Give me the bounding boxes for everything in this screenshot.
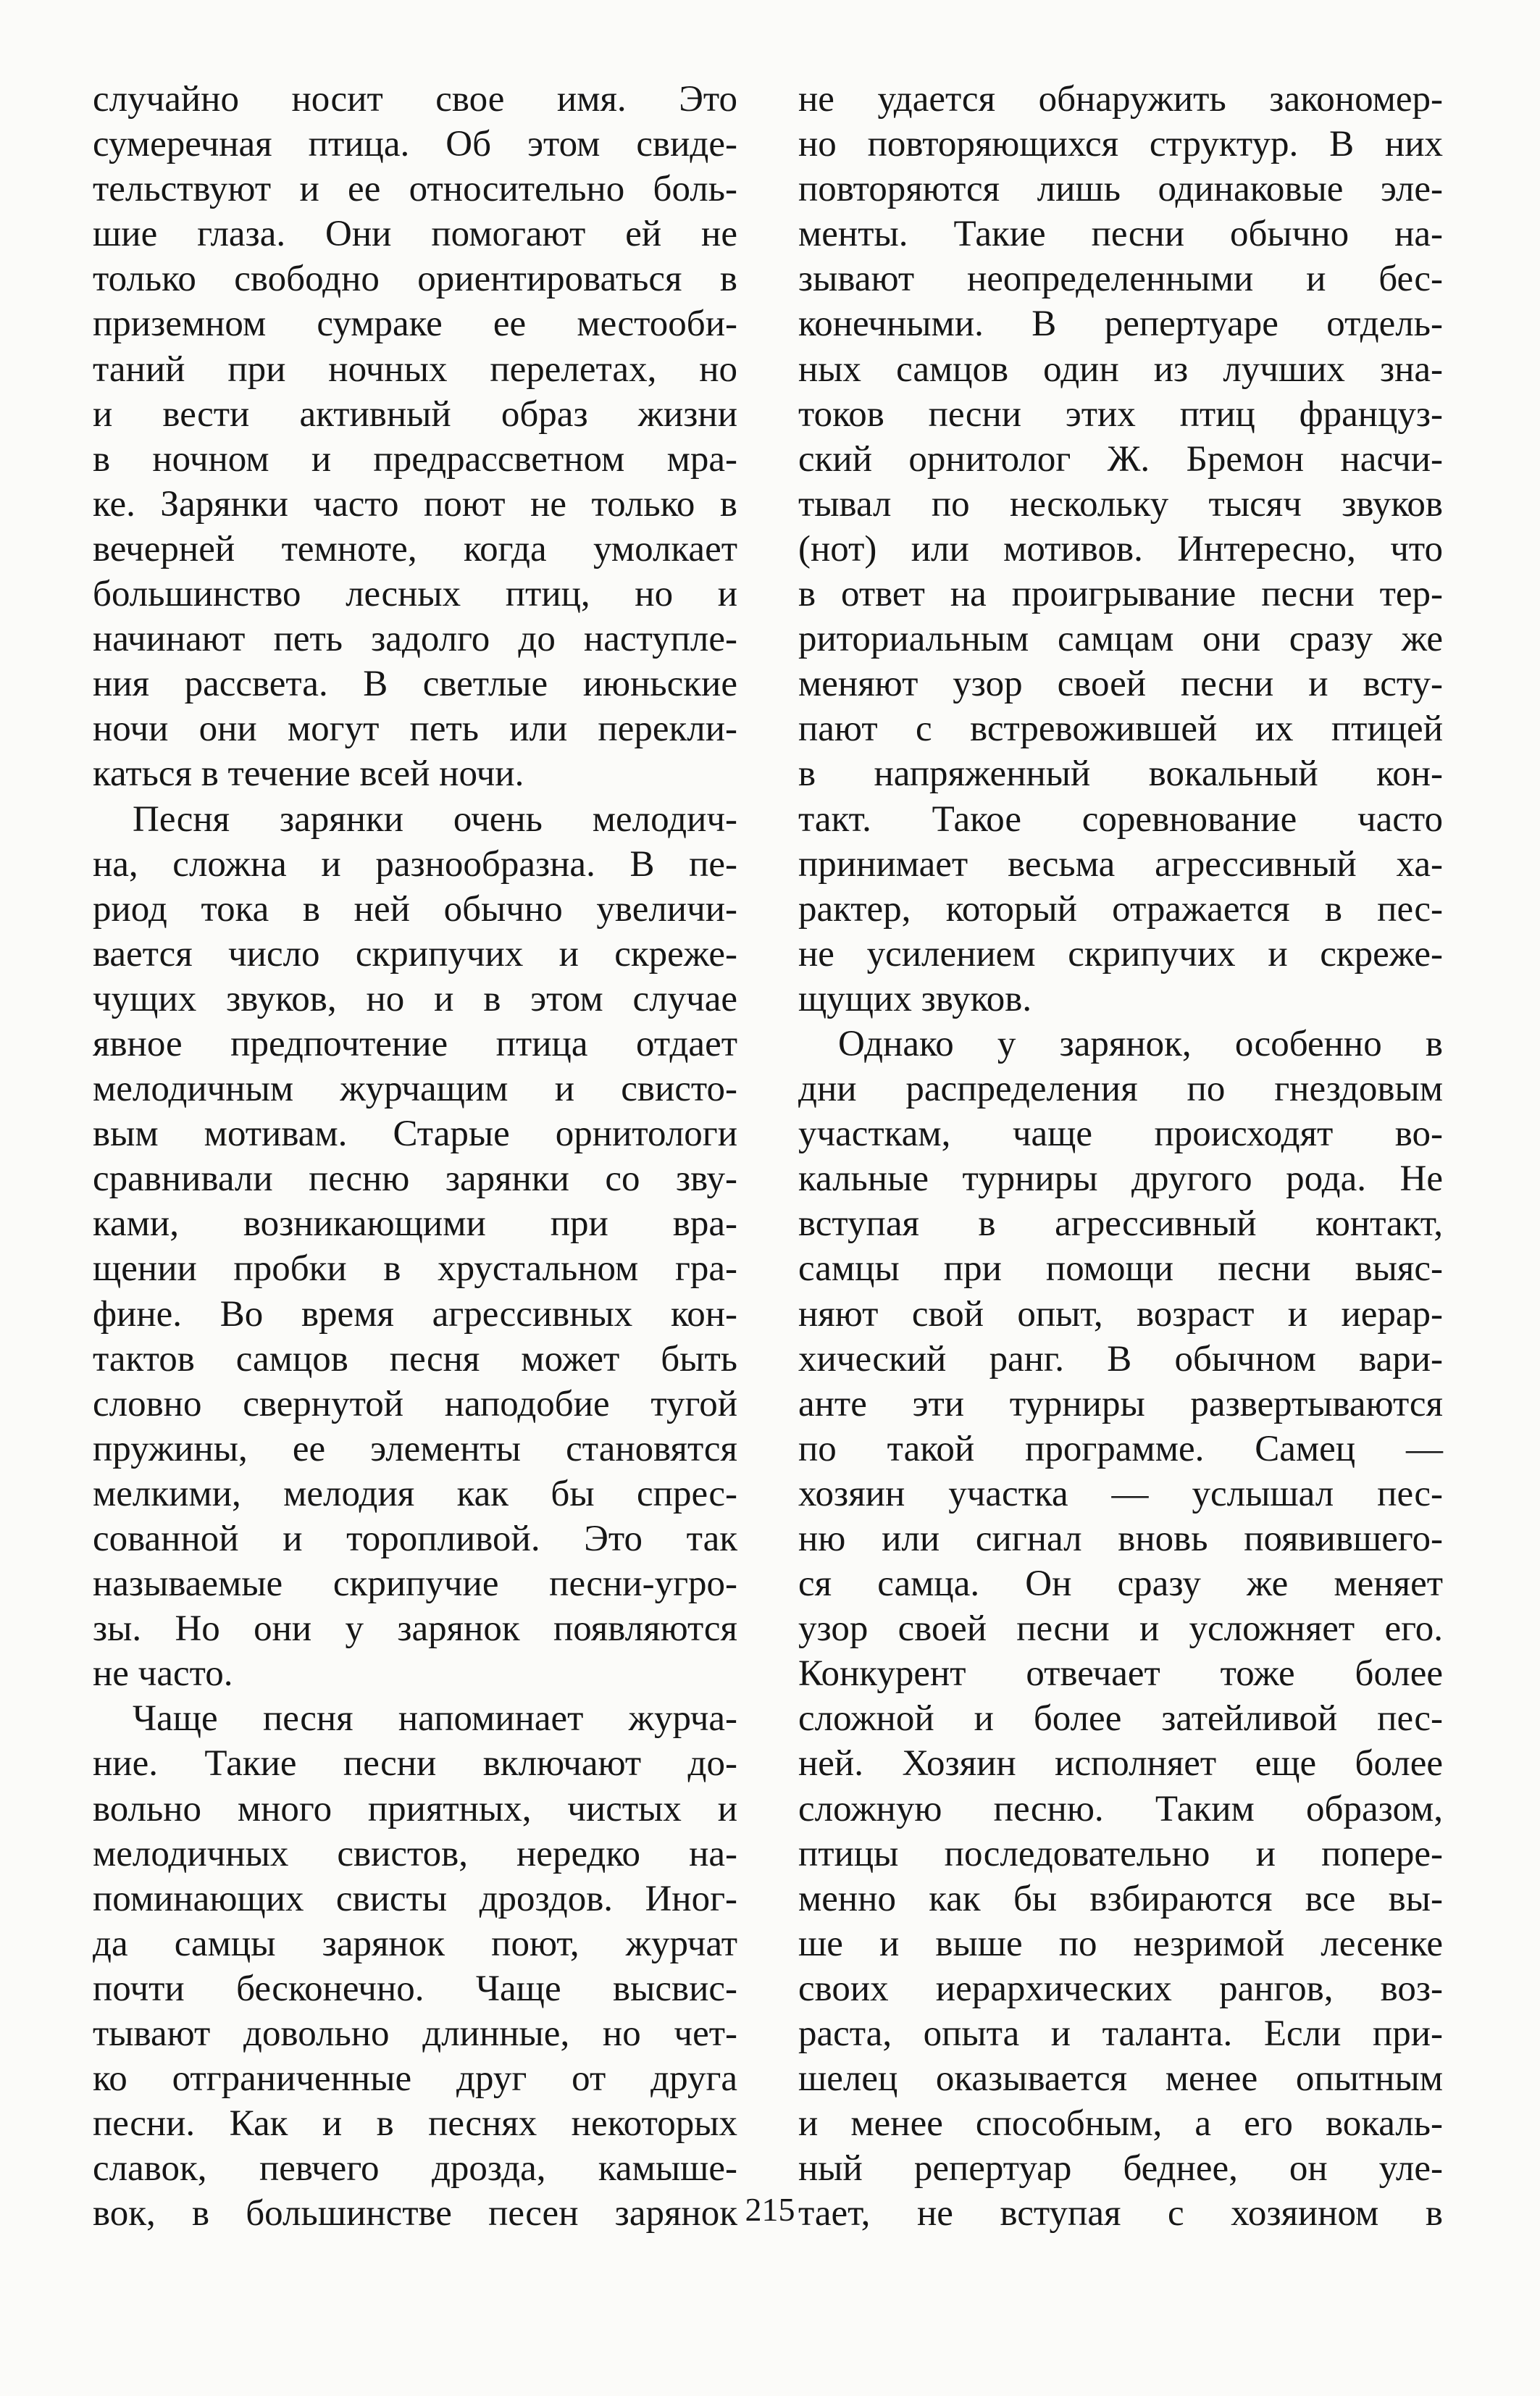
text-line: риод тока в ней обычно увеличи-: [93, 888, 737, 930]
text-line: вок, в большинстве песен зарянок: [93, 2193, 737, 2234]
text-line: зы. Но они у зарянок появляются: [93, 1608, 737, 1650]
text-line: тактов самцов песня может быть: [93, 1338, 737, 1379]
text-line: пружины, ее элементы становятся: [93, 1428, 737, 1469]
text-line: вольно много приятных, чистых и: [93, 1788, 737, 1829]
text-line: ней. Хозяин исполняет еще более: [798, 1743, 1443, 1785]
text-line: (нот) или мотивов. Интересно, что: [798, 528, 1443, 569]
page-number: 215: [745, 2191, 795, 2228]
text-line: в ночном и предрассветном мра-: [93, 438, 737, 480]
text-line: ко отграниченные друг от друга: [93, 2058, 737, 2100]
text-line: Однако у зарянок, особенно в: [838, 1023, 1443, 1064]
text-line: вечерней темноте, когда умолкает: [93, 528, 737, 569]
text-line: и вести активный образ жизни: [93, 393, 737, 435]
text-line: почти бесконечно. Чаще высвис-: [93, 1968, 737, 2009]
text-line: рактер, который отражается в пес-: [798, 888, 1443, 930]
text-line: кальные турниры другого рода. Не: [798, 1159, 1443, 1200]
text-line: в напряженный вокальный кон-: [798, 754, 1443, 795]
text-line: случайно носит свое имя. Это: [93, 79, 737, 120]
text-line: хозяин участка — услышал пес-: [798, 1473, 1443, 1514]
text-line: няют свой опыт, возраст и иерар-: [798, 1293, 1443, 1335]
text-line: большинство лесных птиц, но и: [93, 574, 737, 615]
text-line: славок, певчего дрозда, камыше-: [93, 2148, 737, 2190]
text-line: ных самцов один из лучших зна-: [798, 348, 1443, 390]
text-line: в ответ на проигрывание песни тер-: [798, 574, 1443, 615]
text-line: сложную песню. Таким образом,: [798, 1788, 1443, 1829]
text-line: самцы при помощи песни выяс-: [798, 1248, 1443, 1290]
paragraph: [93, 77, 737, 797]
text-line: меняют узор своей песни и всту-: [798, 664, 1443, 705]
text-line: участкам, чаще происходят во-: [798, 1114, 1443, 1155]
text-line: вается число скрипучих и скреже-: [93, 933, 737, 974]
right-column: [798, 77, 1443, 2237]
text-line: ние. Такие песни включают до-: [93, 1743, 737, 1785]
text-line: раста, опыта и таланта. Если при-: [798, 2013, 1443, 2055]
text-line: дни распределения по гнездовым: [798, 1069, 1443, 1110]
text-line: принимает весьма агрессивный ха-: [798, 843, 1443, 885]
text-line: шие глаза. Они помогают ей не: [93, 214, 737, 255]
text-line: шелец оказывается менее опытным: [798, 2058, 1443, 2100]
text-line: птицы последовательно и попере-: [798, 1833, 1443, 1874]
text-line: ками, возникающими при вра-: [93, 1203, 737, 1245]
text-line: песни. Как и в песнях некоторых: [93, 2103, 737, 2145]
text-line: вступая в агрессивный контакт,: [798, 1203, 1443, 1245]
text-line: тельствуют и ее относительно боль-: [93, 169, 737, 210]
text-line: сложной и более затейливой пес-: [798, 1698, 1443, 1740]
text-line: Конкурент отвечает тоже более: [798, 1653, 1443, 1695]
text-line: менты. Такие песни обычно на-: [798, 214, 1443, 255]
text-line: ский орнитолог Ж. Бремон насчи-: [798, 438, 1443, 480]
text-line: чущих звуков, но и в этом случае: [93, 978, 737, 1019]
text-line: щущих звуков.: [798, 978, 1032, 1019]
text-line: Песня зарянки очень мелодич-: [133, 798, 737, 840]
text-line: сумеречная птица. Об этом свиде-: [93, 124, 737, 165]
text-line: но повторяющихся структур. В них: [798, 124, 1443, 165]
text-line: явное предпочтение птица отдает: [93, 1023, 737, 1064]
text-line: не усилением скрипучих и скреже-: [798, 933, 1443, 974]
text-line: токов песни этих птиц француз-: [798, 393, 1443, 435]
text-line: ке. Зарянки часто поют не только в: [93, 483, 737, 525]
text-line: тывают довольно длинные, но чет-: [93, 2013, 737, 2055]
paragraph: [798, 77, 1443, 1022]
text-line: тает, не вступая с хозяином в: [798, 2193, 1443, 2234]
text-line: только свободно ориентироваться в: [93, 259, 737, 300]
text-line: хический ранг. В обычном вари-: [798, 1338, 1443, 1379]
text-line: Чаще песня напоминает журча-: [133, 1698, 737, 1740]
text-line: тывал по нескольку тысяч звуков: [798, 483, 1443, 525]
text-line: ный репертуар беднее, он уле-: [798, 2148, 1443, 2190]
text-line: на, сложна и разнообразна. В пе-: [93, 843, 737, 885]
text-line: приземном сумраке ее местооби-: [93, 304, 737, 345]
text-line: своих иерархических рангов, воз-: [798, 1968, 1443, 2009]
text-line: конечными. В репертуаре отдель-: [798, 304, 1443, 345]
text-line: повторяются лишь одинаковые эле-: [798, 169, 1443, 210]
text-line: ню или сигнал вновь появившего-: [798, 1519, 1443, 1559]
text-line: анте эти турниры развертываются: [798, 1383, 1443, 1424]
text-line: ше и выше по незримой лесенке: [798, 1923, 1443, 1964]
text-line: таний при ночных перелетах, но: [93, 348, 737, 390]
text-line: ночи они могут петь или перекли-: [93, 709, 737, 750]
text-line: сравнивали песню зарянки со зву-: [93, 1159, 737, 1200]
text-line: щении пробки в хрустальном гра-: [93, 1248, 737, 1290]
text-line: зывают неопределенными и бес-: [798, 259, 1443, 300]
text-line: мелодичным журчащим и свисто-: [93, 1069, 737, 1110]
text-line: пают с встревожившей их птицей: [798, 709, 1443, 750]
text-line: такт. Такое соревнование часто: [798, 798, 1443, 840]
text-line: да самцы зарянок поют, журчат: [93, 1923, 737, 1964]
paragraph: [93, 797, 737, 1697]
paragraph: [93, 1696, 737, 2236]
text-line: начинают петь задолго до наступле-: [93, 619, 737, 660]
text-line: вым мотивам. Старые орнитологи: [93, 1114, 737, 1155]
text-line: каться в течение всей ночи.: [93, 754, 524, 795]
text-line: мелодичных свистов, нередко на-: [93, 1833, 737, 1874]
text-line: мелкими, мелодия как бы спрес-: [93, 1473, 737, 1514]
paragraph: [798, 1022, 1443, 2237]
text-line: по такой программе. Самец —: [798, 1428, 1443, 1469]
left-column: [93, 77, 737, 2237]
text-line: не удается обнаружить закономер-: [798, 79, 1443, 120]
text-line: поминающих свисты дроздов. Иног-: [93, 1878, 737, 1919]
text-line: риториальным самцам они сразу же: [798, 619, 1443, 660]
text-line: не часто.: [93, 1653, 233, 1695]
text-line: менно как бы взбираются все вы-: [798, 1878, 1443, 1919]
text-line: ния рассвета. В светлые июньские: [93, 664, 737, 705]
text-line: узор своей песни и усложняет его.: [798, 1608, 1443, 1650]
text-line: словно свернутой наподобие тугой: [93, 1383, 737, 1424]
text-line: называемые скрипучие песни-угро-: [93, 1564, 737, 1605]
text-line: сованной и торопливой. Это так: [93, 1519, 737, 1559]
text-line: фине. Во время агрессивных кон-: [93, 1293, 737, 1335]
text-line: и менее способным, а его вокаль-: [798, 2103, 1443, 2145]
text-line: ся самца. Он сразу же меняет: [798, 1564, 1443, 1605]
